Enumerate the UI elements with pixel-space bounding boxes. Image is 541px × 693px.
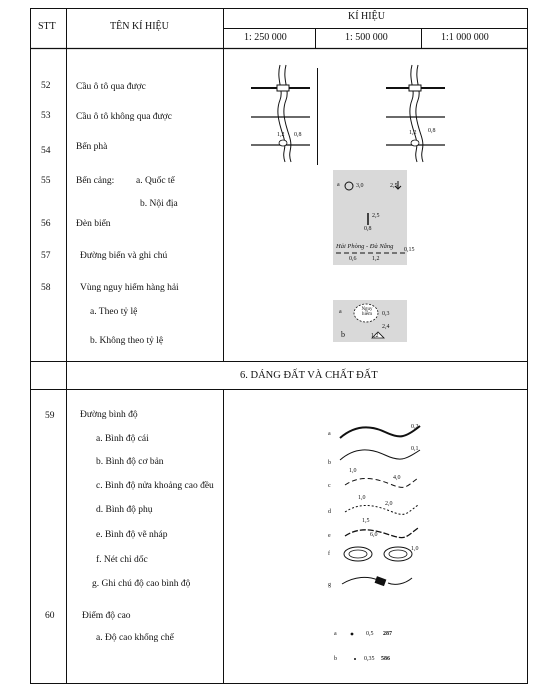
symbol-label: 1,0 <box>349 468 357 474</box>
row-label: Vùng nguy hiểm hàng hải <box>80 283 179 293</box>
symbol-label: 2,5 <box>390 183 398 189</box>
row-label: Bến phà <box>76 142 108 152</box>
bridge-symbol-250k <box>251 65 310 162</box>
row-num: 55 <box>41 176 51 186</box>
row-num: 52 <box>41 81 51 91</box>
row-num: 58 <box>41 283 51 293</box>
symbol-label: 1,0 <box>358 495 366 501</box>
symbol-label: f <box>328 551 330 557</box>
row-label: Đèn biển <box>76 219 111 229</box>
scale-250k: 1: 250 000 <box>244 32 287 43</box>
symbol-label: 2,4 <box>382 324 390 330</box>
symbol-label: 0,15 <box>404 247 415 253</box>
scale-1m: 1:1 000 000 <box>441 32 489 43</box>
danger-text: Nguy hiểm <box>361 307 373 317</box>
symbol-label: 1,5 <box>362 518 370 524</box>
symbol-label: 0,5 <box>366 631 374 637</box>
symbol-label: d <box>328 509 331 515</box>
symbol-label: 0,2 <box>411 424 419 430</box>
header-stt: STT <box>38 21 56 32</box>
row-label: b. Bình độ cơ bản <box>96 457 164 467</box>
symbol-label: 0,8 <box>294 132 302 138</box>
symbol-label: 0,6 <box>349 256 357 262</box>
row-label: Bến cảng: <box>76 176 115 186</box>
symbol-label: 3,0 <box>356 183 364 189</box>
row-label: g. Ghi chú độ cao bình độ <box>92 579 191 589</box>
header-name: TÊN KÍ HIỆU <box>110 21 169 32</box>
row-num: 57 <box>41 251 51 261</box>
symbol-label: 1,2 <box>371 333 379 339</box>
symbol-label: a <box>337 182 340 188</box>
row-label: a. Độ cao khống chế <box>96 633 174 643</box>
row-num: 56 <box>41 219 51 229</box>
row-label: d. Bình độ phụ <box>96 505 153 515</box>
row-num: 54 <box>41 146 51 156</box>
symbol-label: a <box>334 631 337 637</box>
symbol-label: b <box>328 460 331 466</box>
row-label: b. Nội địa <box>140 199 178 209</box>
row-label: Đường bình độ <box>80 410 138 420</box>
row-label: Cầu ô tô qua được <box>76 82 146 92</box>
row-label: a. Quốc tế <box>136 176 175 186</box>
symbol-label: e <box>328 533 331 539</box>
symbol-label: 0,8 <box>428 128 436 134</box>
symbol-label: 0,35 <box>364 656 375 662</box>
symbol-label: 1,2 <box>277 132 285 138</box>
spot-height-points <box>351 633 356 660</box>
row-label: c. Bình độ nửa khoảng cao đều <box>96 481 214 491</box>
route-label: Hải Phòng - Đà Nẵng <box>336 243 394 250</box>
row-label: Cầu ô tô không qua được <box>76 112 172 122</box>
symbol-label: b <box>341 330 345 339</box>
symbol-label: 1,2 <box>372 256 380 262</box>
row-label: f. Nét chỉ dốc <box>96 555 148 565</box>
symbol-label: a <box>328 431 331 437</box>
header-symbol: KÍ HIỆU <box>348 11 385 22</box>
row-label: a. Bình độ cái <box>96 434 149 444</box>
symbol-label: 2,5 <box>372 213 380 219</box>
symbol-label: 4,0 <box>393 475 401 481</box>
row-num: 59 <box>45 411 55 421</box>
scale-500k: 1: 500 000 <box>345 32 388 43</box>
symbol-label: c <box>328 483 331 489</box>
row-label: a. Theo tỷ lệ <box>90 307 138 317</box>
symbol-label: 0,1 <box>411 446 419 452</box>
contour-symbols <box>340 426 420 586</box>
row-num: 53 <box>41 111 51 121</box>
row-label: Đường biển và ghi chú <box>80 251 168 261</box>
symbol-label: 2,0 <box>385 501 393 507</box>
symbol-label: b <box>334 656 337 662</box>
symbol-label: 0,8 <box>364 226 372 232</box>
bridge-symbol-1m <box>386 65 445 162</box>
symbol-label: 586 <box>381 656 390 662</box>
row-label: e. Bình độ vẽ nháp <box>96 530 168 540</box>
symbol-label: g <box>328 582 331 588</box>
symbol-label: 1,0 <box>411 546 419 552</box>
section-title: 6. DÁNG ĐẤT VÀ CHẤT ĐẤT <box>240 370 378 381</box>
symbol-label: 1,2 <box>409 130 417 136</box>
symbol-label: 0,3 <box>382 311 390 317</box>
symbol-label: 6,0 <box>370 532 378 538</box>
symbol-label: 287 <box>383 631 392 637</box>
symbol-label: a <box>339 309 342 315</box>
row-label: b. Không theo tỷ lệ <box>90 336 164 346</box>
row-label: Điểm độ cao <box>82 611 131 621</box>
row-num: 60 <box>45 611 55 621</box>
